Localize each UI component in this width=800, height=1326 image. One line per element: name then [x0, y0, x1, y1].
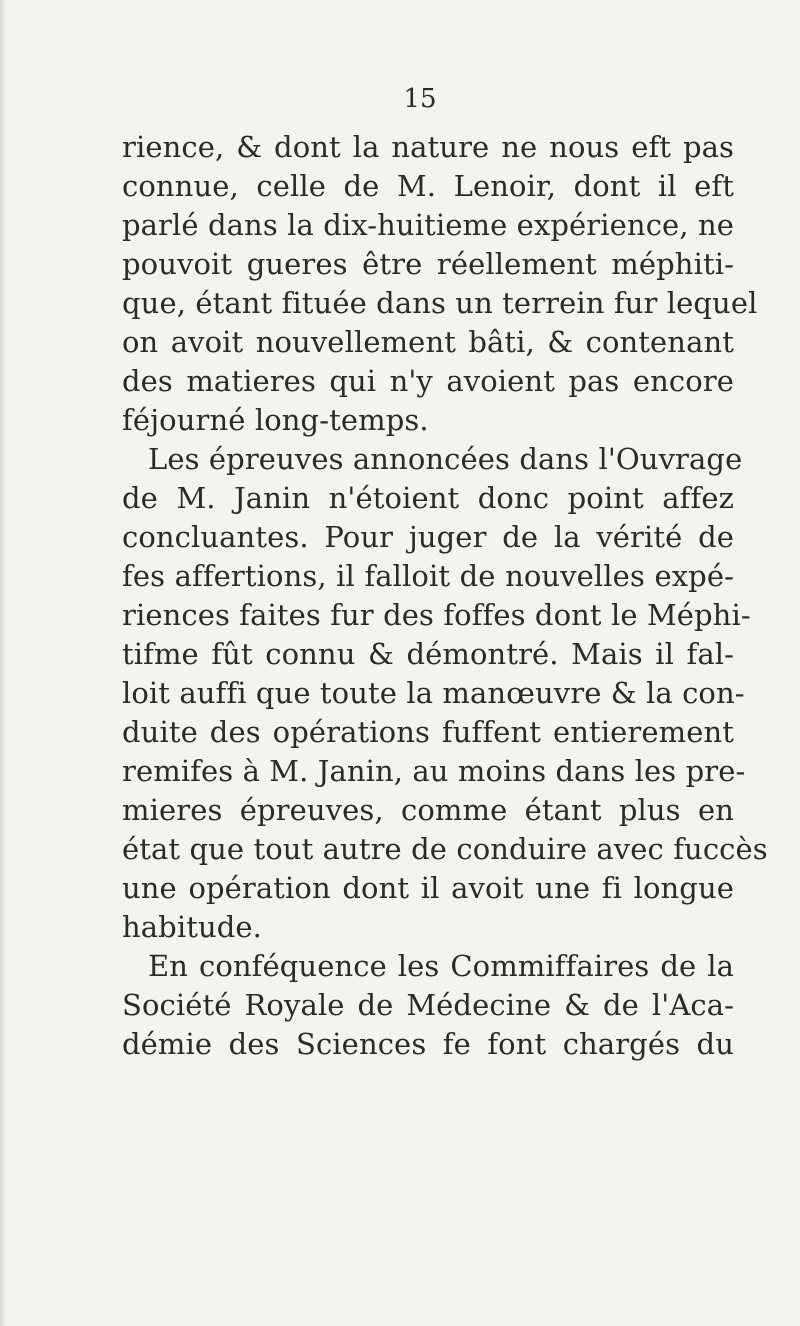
text-line: mieres épreuves, comme étant plus en [122, 793, 734, 827]
text-line: pouvoit gueres être réellement méphiti- [122, 247, 734, 281]
text-line: Société Royale de Médecine & de l'Aca- [122, 988, 734, 1022]
text-line: riences faites fur des foffes dont le Méphi- [122, 598, 751, 632]
text-line: remifes à M. Janin, au moins dans les pre- [122, 754, 746, 788]
body-text [122, 128, 768, 1064]
text-line: concluantes. Pour juger de la vérité de [122, 520, 734, 554]
text-line: féjourné long-temps. [122, 403, 429, 437]
page-number: 15 [403, 84, 437, 114]
text-line: loit auffi que toute la manœuvre & la con- [122, 676, 745, 710]
text-line: fes affertions, il falloit de nouvelles expé- [122, 559, 734, 593]
text-line: que, étant fituée dans un terrein fur lequel [122, 286, 758, 320]
text-line: état que tout autre de conduire avec fuccès [122, 832, 768, 866]
text-line: tifme fût connu & démontré. Mais il fal- [122, 637, 734, 671]
text-line: de M. Janin n'étoient donc point affez [122, 481, 734, 515]
text-line: on avoit nouvellement bâti, & contenant [122, 325, 734, 359]
text-line: démie des Sciences fe font chargés du [122, 1027, 734, 1061]
text-line: connue, celle de M. Lenoir, dont il eft [122, 169, 734, 203]
text-line: parlé dans la dix-huitieme expérience, ne [122, 208, 734, 242]
text-line: Les épreuves annoncées dans l'Ouvrage [148, 442, 743, 476]
text-line: rience, & dont la nature ne nous eft pas [122, 130, 734, 164]
text-line: une opération dont il avoit une fi longue [122, 871, 734, 905]
text-line: habitude. [122, 910, 262, 944]
text-line: duite des opérations fuffent entierement [122, 715, 734, 749]
text-line: En conféquence les Commiffaires de la [148, 949, 734, 983]
text-line: des matieres qui n'y avoient pas encore [122, 364, 734, 398]
page-edge-shadow [0, 0, 6, 1326]
